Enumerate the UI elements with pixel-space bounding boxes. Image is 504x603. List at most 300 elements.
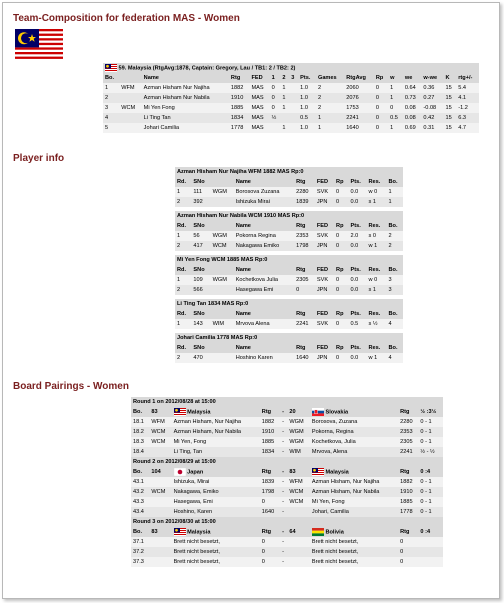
table-cell: 4 [387, 353, 404, 363]
table-cell: Nakagawa Emiko [234, 241, 294, 251]
table-cell: Borosova, Zuzana [310, 417, 398, 427]
table-cell: 0.42 [421, 113, 443, 123]
table-cell: 1778 [398, 507, 418, 517]
table-cell: - [280, 417, 287, 427]
table-cell [149, 557, 171, 567]
table-cell: WGM [287, 417, 310, 427]
table-cell: 1 [280, 93, 289, 103]
table-cell: w 1 [367, 241, 387, 251]
round-header-row [131, 517, 443, 527]
column-header [211, 177, 234, 187]
table-cell: 0 [374, 113, 388, 123]
team-name: Malaysia [185, 529, 211, 536]
table-cell [418, 547, 443, 557]
column-header: Pts. [349, 177, 367, 187]
table-cell: 1 [280, 83, 289, 93]
table-cell: - [280, 487, 287, 497]
table-cell: 5.4 [456, 83, 479, 93]
team-name-cell [310, 407, 398, 417]
table-cell: 3 [103, 103, 119, 113]
table-row [175, 275, 403, 285]
match-header-cell: Rtg [398, 467, 418, 477]
table-row [131, 557, 443, 567]
table-cell [270, 123, 281, 133]
table-cell: 0 [374, 123, 388, 133]
table-cell: 0 - 1 [418, 507, 443, 517]
match-header-cell: ½ :3½ [418, 407, 443, 417]
table-cell: 1.0 [298, 83, 316, 93]
table-cell: WCM [287, 497, 310, 507]
team-column-headers [103, 73, 479, 83]
table-row [131, 487, 443, 497]
table-cell: JPN [315, 285, 334, 295]
table-cell: WFM [149, 417, 171, 427]
match-header-row [131, 407, 443, 417]
table-cell: 1640 [344, 123, 374, 133]
table-cell: Azman Hisham, Nur Najiha [172, 417, 260, 427]
table-row [131, 427, 443, 437]
column-header: FED [249, 73, 269, 83]
table-cell [289, 103, 298, 113]
column-header: Rtg [294, 265, 315, 275]
table-cell: 1882 [229, 83, 250, 93]
table-cell: 1834 [260, 447, 280, 457]
column-header: K [443, 73, 456, 83]
player-column-headers [175, 265, 403, 275]
column-header: Name [234, 343, 294, 353]
flag-malaysia-icon [174, 529, 186, 535]
player-header: Azman Hisham Nur Nabila WCM 1910 MAS Rp:0 [175, 211, 403, 221]
table-cell: 1798 [260, 487, 280, 497]
table-cell: 0 [334, 241, 348, 251]
match-header-cell: 64 [287, 527, 310, 537]
table-cell: 2 [387, 241, 404, 251]
table-cell: 0 [260, 537, 280, 547]
column-header: Rtg [229, 73, 250, 83]
table-cell: 0 [260, 547, 280, 557]
column-header [211, 343, 234, 353]
table-cell: 0 [398, 557, 418, 567]
table-cell [149, 497, 171, 507]
column-header: rtg+/- [456, 73, 479, 83]
flag-bolivia-icon [312, 529, 324, 535]
table-cell: 1 [316, 113, 344, 123]
table-cell: s 1 [367, 197, 387, 207]
column-header: Games [316, 73, 344, 83]
table-cell [287, 537, 310, 547]
table-row [131, 547, 443, 557]
table-cell: Brett nicht besetzt, [310, 537, 398, 547]
match-header-cell: Bo. [131, 527, 149, 537]
column-header: SNo [191, 309, 210, 319]
match-header-cell: 0 :4 [418, 467, 443, 477]
match-header-cell: 20 [287, 407, 310, 417]
table-cell: Johari Camilia [142, 123, 229, 133]
table-cell: 0 [270, 103, 281, 113]
table-cell: Nakagawa, Emiko [172, 487, 260, 497]
page-frame [2, 2, 500, 599]
flag-malaysia-icon [15, 29, 63, 61]
table-cell: 1798 [294, 241, 315, 251]
table-cell: 470 [191, 353, 210, 363]
table-cell: 0 - 1 [418, 437, 443, 447]
column-header: Rd. [175, 343, 191, 353]
table-cell [289, 123, 298, 133]
round-header: Round 1 on 2012/08/28 at 15:00 [131, 397, 443, 407]
table-cell: - [280, 557, 287, 567]
match-header-cell: - [280, 467, 287, 477]
player-header-row [175, 167, 403, 177]
table-cell: 0.0 [349, 187, 367, 197]
table-row [175, 285, 403, 295]
table-cell: 1885 [229, 103, 250, 113]
table-cell: 0.0 [349, 241, 367, 251]
table-cell: 18.1 [131, 417, 149, 427]
table-cell: 2241 [344, 113, 374, 123]
table-cell: 1885 [260, 437, 280, 447]
table-cell: 0 [270, 93, 281, 103]
table-cell: 0 [374, 83, 388, 93]
table-cell: 0.5 [388, 113, 403, 123]
column-header: Name [234, 221, 294, 231]
table-cell: MAS [249, 103, 269, 113]
table-cell: 1 [388, 83, 403, 93]
table-cell [280, 113, 289, 123]
table-cell: MAS [249, 83, 269, 93]
column-header: w-we [421, 73, 443, 83]
table-cell: Pokorna, Regina [310, 427, 398, 437]
table-cell: Ishizuka Mirai [234, 197, 294, 207]
table-cell: 1 [280, 123, 289, 133]
match-header-cell: 83 [287, 467, 310, 477]
table-cell: - [280, 427, 287, 437]
table-cell: 0.08 [403, 113, 422, 123]
player-header-row [175, 333, 403, 343]
board-pairings-table [131, 397, 443, 567]
table-cell: Brett nicht besetzt, [172, 537, 260, 547]
table-cell: - [280, 547, 287, 557]
table-cell: ½ - ½ [418, 447, 443, 457]
column-header: FED [315, 343, 334, 353]
table-cell: 0 [334, 187, 348, 197]
table-cell [289, 93, 298, 103]
table-cell: 2 [316, 93, 344, 103]
column-header: Rp [334, 265, 348, 275]
table-cell: 1753 [344, 103, 374, 113]
table-cell: SVK [315, 319, 334, 329]
player-header-row [175, 211, 403, 221]
column-header: Rtg [294, 221, 315, 231]
table-cell [149, 537, 171, 547]
table-cell: 1885 [398, 497, 418, 507]
table-cell: 0 [398, 537, 418, 547]
table-cell: - [280, 447, 287, 457]
table-cell: Mrvova, Alena [310, 447, 398, 457]
table-cell: Pokorna Regina [234, 231, 294, 241]
table-cell: 0 [374, 93, 388, 103]
column-header: Bo. [103, 73, 119, 83]
table-row [103, 83, 479, 93]
table-cell: 0.08 [403, 103, 422, 113]
table-cell: 4 [103, 113, 119, 123]
table-cell: WGM [211, 231, 234, 241]
team-name-cell [310, 527, 398, 537]
column-header: Rtg [294, 177, 315, 187]
table-cell: Ishizuka, Mirai [172, 477, 260, 487]
match-header-cell: 0 :4 [418, 527, 443, 537]
team-name: Japan [185, 469, 204, 476]
table-cell: 1 [175, 275, 191, 285]
table-cell: 1882 [260, 417, 280, 427]
table-cell: WCM [149, 437, 171, 447]
column-header: we [403, 73, 422, 83]
table-cell: 1 [388, 93, 403, 103]
table-cell: 18.4 [131, 447, 149, 457]
column-header: RtgAvg [344, 73, 374, 83]
table-cell: 15 [443, 93, 456, 103]
table-row [175, 187, 403, 197]
table-row [131, 537, 443, 547]
column-header: Res. [367, 177, 387, 187]
round-header: Round 3 on 2012/08/30 at 15:00 [131, 517, 443, 527]
table-cell: MAS [249, 93, 269, 103]
column-header: Res. [367, 221, 387, 231]
table-cell: 2 [175, 353, 191, 363]
table-row [175, 241, 403, 251]
table-cell: Brett nicht besetzt, [310, 557, 398, 567]
table-cell: WGM [211, 187, 234, 197]
table-cell: WIM [211, 319, 234, 329]
table-cell: w 0 [367, 275, 387, 285]
table-cell: 1778 [229, 123, 250, 133]
flag-malaysia-icon [174, 409, 186, 415]
team-header [103, 63, 479, 73]
match-header-cell: Rtg [260, 527, 280, 537]
table-cell: - [280, 537, 287, 547]
table-cell: 1640 [294, 353, 315, 363]
table-cell: 0.5 [298, 113, 316, 123]
table-cell: WCM [119, 103, 141, 113]
match-header-cell: Rtg [260, 407, 280, 417]
column-header: Res. [367, 343, 387, 353]
player-header: Li Ting Tan 1834 MAS Rp:0 [175, 299, 403, 309]
table-cell: 15 [443, 103, 456, 113]
table-cell: SVK [315, 275, 334, 285]
table-cell: 2353 [398, 427, 418, 437]
table-cell: Johari, Camilia [310, 507, 398, 517]
table-cell: - [280, 477, 287, 487]
table-cell: 0 [260, 497, 280, 507]
column-header: SNo [191, 221, 210, 231]
table-row [131, 507, 443, 517]
table-cell: 2305 [294, 275, 315, 285]
table-cell [289, 113, 298, 123]
column-header: Rd. [175, 309, 191, 319]
column-header: Rp [334, 177, 348, 187]
table-cell: 4 [387, 319, 404, 329]
table-cell: 0 [294, 285, 315, 295]
column-header: Pts. [298, 73, 316, 83]
table-cell: Brett nicht besetzt, [172, 547, 260, 557]
column-header: Bo. [387, 177, 404, 187]
column-header: 3 [289, 73, 298, 83]
match-header-cell: Rtg [398, 407, 418, 417]
team-header-text: 59. Malaysia (RtgAvg:1878, Captain: Gregory, Lau / TB1: 2 / TB2: 2) [117, 65, 296, 72]
team-name-cell [172, 467, 260, 477]
table-cell: WCM [287, 487, 310, 497]
table-cell [289, 83, 298, 93]
column-header [211, 309, 234, 319]
table-cell: 0 - 1 [418, 427, 443, 437]
table-cell: WIM [287, 447, 310, 457]
table-cell: 1 [316, 123, 344, 133]
table-cell: JPN [315, 197, 334, 207]
table-cell: 0 [334, 231, 348, 241]
column-header: Bo. [387, 265, 404, 275]
match-header-cell: 104 [149, 467, 171, 477]
column-header: Pts. [349, 309, 367, 319]
table-cell: Borosova Zuzana [234, 187, 294, 197]
flag-slovakia-icon [312, 409, 324, 415]
player-column-headers [175, 221, 403, 231]
table-row [103, 113, 479, 123]
table-row [175, 231, 403, 241]
column-header: Pts. [349, 221, 367, 231]
column-header: SNo [191, 265, 210, 275]
table-cell: 0.0 [349, 285, 367, 295]
column-header: Res. [367, 309, 387, 319]
table-cell: WFM [119, 83, 141, 93]
table-cell: 3 [387, 275, 404, 285]
table-cell: 0 - 1 [418, 487, 443, 497]
table-cell: 4.1 [456, 93, 479, 103]
column-header: 1 [270, 73, 281, 83]
column-header [119, 73, 141, 83]
table-cell [119, 113, 141, 123]
table-row [175, 197, 403, 207]
table-cell: 0.5 [349, 319, 367, 329]
table-cell: 2241 [294, 319, 315, 329]
column-header: Rd. [175, 221, 191, 231]
table-cell: 1910 [260, 427, 280, 437]
table-cell: 2060 [344, 83, 374, 93]
table-cell: ½ [270, 113, 281, 123]
column-header: Rd. [175, 177, 191, 187]
board-pairings-title: Board Pairings - Women [13, 381, 129, 392]
table-cell: 2076 [344, 93, 374, 103]
table-cell: 0 - 1 [418, 497, 443, 507]
column-header: Bo. [387, 309, 404, 319]
table-cell: 1 [175, 187, 191, 197]
column-header [211, 265, 234, 275]
table-cell: 2 [316, 83, 344, 93]
table-cell: 18.2 [131, 427, 149, 437]
table-row [175, 319, 403, 329]
player-header-row [175, 255, 403, 265]
table-cell: 2.0 [349, 231, 367, 241]
table-cell [149, 507, 171, 517]
table-cell [418, 537, 443, 547]
table-cell: 3 [387, 285, 404, 295]
table-cell: - [280, 437, 287, 447]
table-cell: SVK [315, 231, 334, 241]
column-header: Res. [367, 265, 387, 275]
match-header-row [131, 467, 443, 477]
table-cell: Hoshino, Karen [172, 507, 260, 517]
table-cell: 0.0 [349, 197, 367, 207]
table-cell: WCM [149, 427, 171, 437]
table-cell: 1839 [260, 477, 280, 487]
table-cell: 566 [191, 285, 210, 295]
match-header-cell: Rtg [260, 467, 280, 477]
table-row [131, 497, 443, 507]
table-cell: 1 [387, 197, 404, 207]
table-cell [119, 93, 141, 103]
table-cell: 1.0 [298, 103, 316, 113]
flag-malaysia-icon [105, 65, 117, 71]
round-header-row [131, 397, 443, 407]
table-cell: Azman Hisham Nur Najiha [142, 83, 229, 93]
table-cell [211, 197, 234, 207]
table-cell: 1 [387, 187, 404, 197]
team-composition-title: Team-Composition for federation MAS - Women [13, 13, 240, 24]
table-row [103, 123, 479, 133]
table-row [175, 353, 403, 363]
table-cell: s 1 [367, 285, 387, 295]
table-cell: MAS [249, 113, 269, 123]
table-cell: 18.3 [131, 437, 149, 447]
table-cell: 0 [398, 547, 418, 557]
column-header: Name [142, 73, 229, 83]
table-cell: 0 [334, 275, 348, 285]
table-cell: 4.7 [456, 123, 479, 133]
table-cell: 2305 [398, 437, 418, 447]
table-cell: Mrvova Alena [234, 319, 294, 329]
table-cell: 0 [334, 353, 348, 363]
match-header-cell: Bo. [131, 467, 149, 477]
table-cell: Kochetkova Julia [234, 275, 294, 285]
table-cell: 43.3 [131, 497, 149, 507]
table-cell: 15 [443, 83, 456, 93]
match-header-cell: - [280, 407, 287, 417]
table-cell: 417 [191, 241, 210, 251]
table-cell: 2 [175, 241, 191, 251]
player-header: Johari Camilia 1778 MAS Rp:0 [175, 333, 403, 343]
table-cell: WGM [287, 437, 310, 447]
match-header-cell: Rtg [398, 527, 418, 537]
round-header-row [131, 457, 443, 467]
column-header: Rtg [294, 343, 315, 353]
flag-malaysia-icon [312, 469, 324, 475]
team-name: Malaysia [323, 469, 349, 476]
table-cell: w 0 [367, 187, 387, 197]
table-cell: -0.08 [421, 103, 443, 113]
table-cell: 1.0 [298, 93, 316, 103]
table-cell [149, 447, 171, 457]
table-cell: 15 [443, 113, 456, 123]
table-cell: 1 [175, 231, 191, 241]
table-row [131, 417, 443, 427]
table-cell: 2 [175, 285, 191, 295]
round-header: Round 2 on 2012/08/29 at 15:00 [131, 457, 443, 467]
table-cell: w 1 [367, 353, 387, 363]
column-header: FED [315, 309, 334, 319]
player-header: Mi Yen Fong WCM 1885 MAS Rp:0 [175, 255, 403, 265]
table-cell: Azman Hisham, Nur Nabila [310, 487, 398, 497]
table-cell: Mi Yen Fong [142, 103, 229, 113]
table-row [131, 477, 443, 487]
table-cell: 56 [191, 231, 210, 241]
